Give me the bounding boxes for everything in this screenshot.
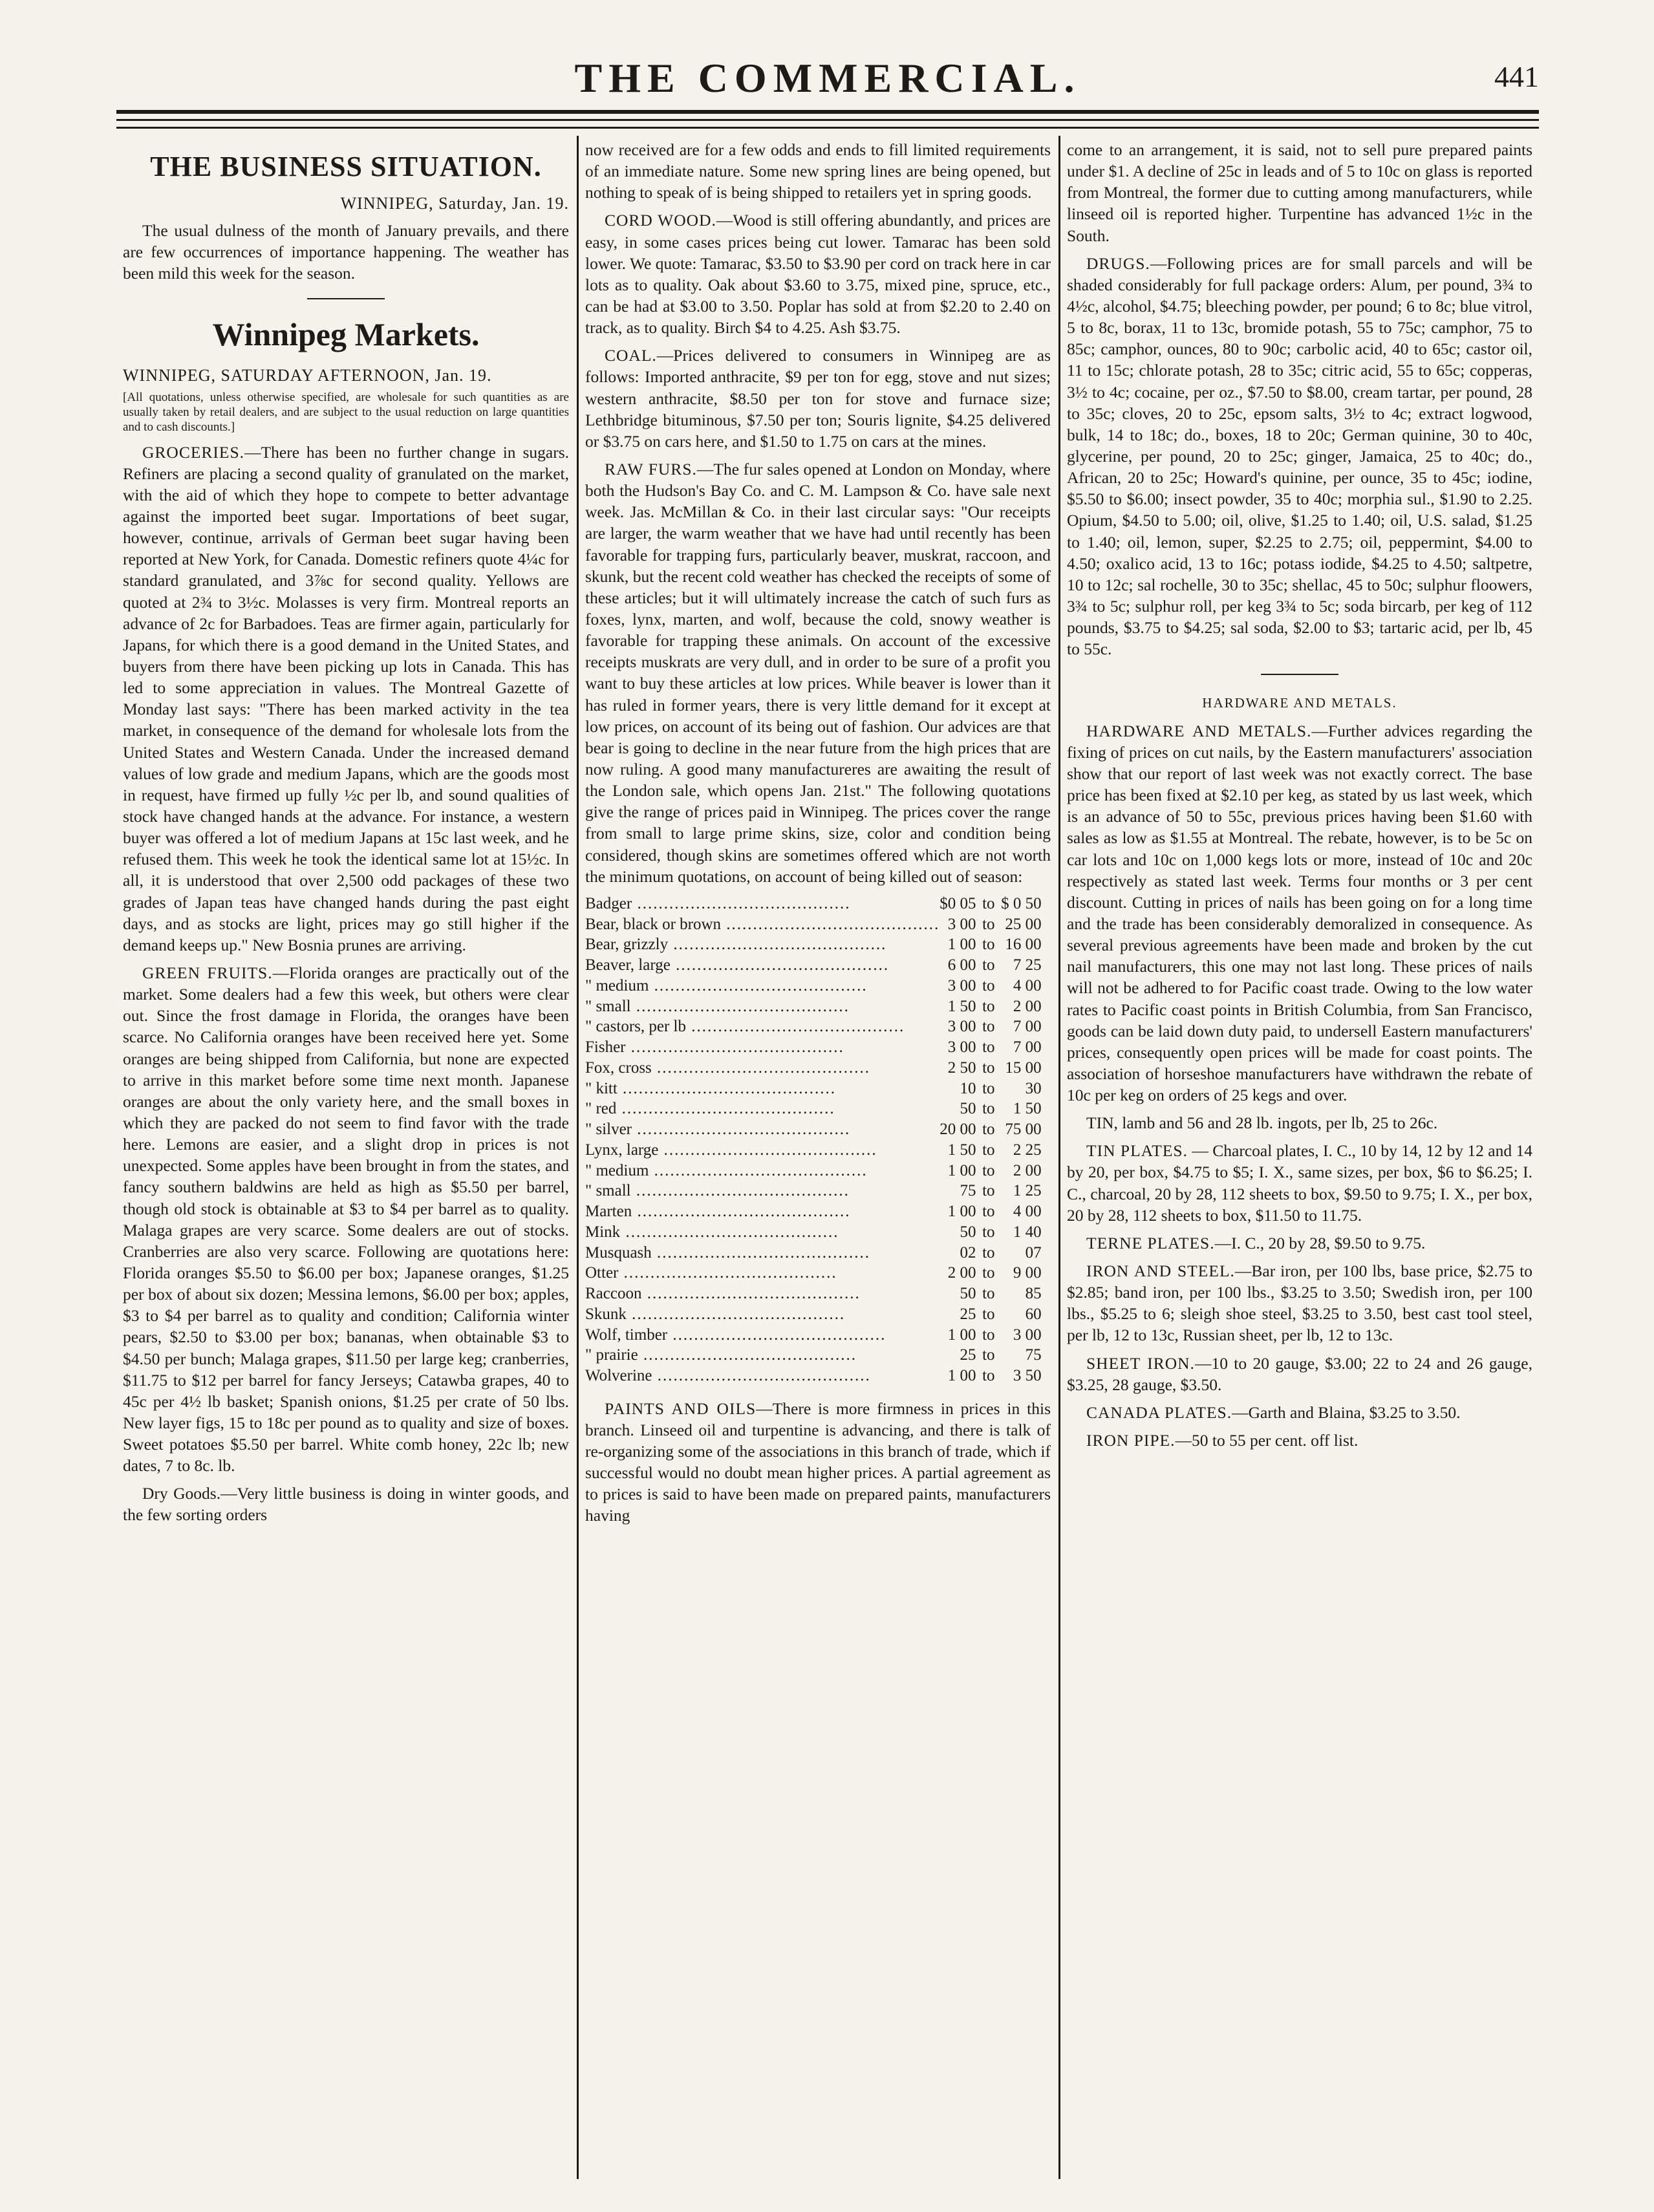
tin-plates-text: — Charcoal plates, I. C., 10 by 14, 12 by 12 and 14 by 20, per box, $4.75 to $5; I. X., same sizes, per box, $6 to $6.25; I. C., charcoal, 20 by 28, 112 sheets to box, $9.50 to 9.75; I. X., per box, 20 by 28, 112 sheets to box, $11.50 to 11.75. [1067,1141,1532,1225]
fur-price-row [585,1037,1042,1058]
fur-price-row [585,1201,1042,1222]
cord-wood-paragraph [585,209,1051,338]
fur-low-price: 02 [960,1243,976,1262]
fur-low-price: 1 00 [947,1326,976,1344]
fur-low-price: 1 00 [947,936,976,954]
fur-low-price: 1 00 [947,1203,976,1221]
dry-goods-lead: Dry Goods. [142,1484,221,1503]
fur-price-row [585,996,1042,1017]
column-divider [1058,136,1060,2179]
iron-steel-text: —Bar iron, per 100 lbs, base price, $2.75 to $2.85; band iron, per 100 lbs., $3.25 to 3.50; Swedish iron, per 100 lbs., $5.25 to 6; sleigh shoe steel, $3.25 to 3.50, best cast tool steel, per lb, 12 to 13c, Russian sheet, per lb, 12 to 13c. [1067,1262,1532,1345]
fur-name: Musquash ........................................ [585,1243,871,1262]
fur-low-price: 10 [960,1079,976,1097]
fur-to: to [982,1264,995,1282]
business-dateline: WINNIPEG, Saturday, Jan. 19. [340,194,569,213]
fur-price-row [585,934,1042,955]
raw-furs-text: —The fur sales opened at London on Monday, where both the Hudson's Bay Co. and C. M. Lampson & Co. have sale next week. Jas. McMillan & Co. in their last circular says: "Our receipts are larger, the warm weather that we have had until recently has been favorable for trapping furs, particularly beaver, muskrat, raccoon, and skunk, but the recent cold weather has checked the receipts of some of these articles; but it will ultimately increase the catch of such furs as foxes, lynx, marten, and wolf, because the cold, snowy weather is favorable for trapping these animals. On account of the excessive receipts muskrats are very dull, and in order to be sure of a profit you want to buy these articles at low prices. While beaver is lower than it has ruled in former years, there is very little demand for it except at low prices, on account of its being out of fashion. Our advices are that bear is going to decline in the near future from the high prices that are now ruling. A good many manufactureres are awaiting the result of the London sale, which opens Jan. 21st." The following quotations give the range of prices paid in Winnipeg. The prices cover the range from small to large prime skins, size, color and condition being considered, though skins are sometimes offered which are not worth the minimum quotations, on account of being killed out of season: [585,459,1051,886]
fur-high-price: 4 00 [1013,976,1042,994]
terne-plates-paragraph [1067,1232,1532,1254]
iron-steel-lead: IRON AND STEEL. [1086,1262,1235,1281]
fur-high-price: 2 25 [1013,1141,1042,1159]
leader-dots: ........................................ [686,1018,905,1036]
tin-plates-paragraph [1067,1140,1532,1226]
fur-low-price: 50 [960,1223,976,1241]
fur-low-price: 2 00 [947,1264,976,1282]
coal-text: —Prices delivered to consumers in Winnipeg are as follows: Imported anthracite, $9 per ton for egg, stove and nut sizes; western anthracite, $8.50 per ton for stove and furnace size; Lethbridge bituminous, $7.50 per ton; Souris lignite, $4.25 delivered or $3.75 on cars here, and $1.50 to 1.75 on cars at the mines. [585,346,1051,451]
fur-name: Skunk ........................................ [585,1305,846,1323]
fur-name: " medium ........................................ [585,976,868,994]
leader-dots: ........................................ [641,1285,861,1303]
fur-name: Mink ........................................ [585,1223,839,1241]
fur-price-row [585,1099,1042,1119]
fur-to: to [982,1203,995,1221]
fur-to: to [982,1182,995,1200]
fur-price-row [585,1058,1042,1079]
fur-to: to [982,915,995,933]
leader-dots: ........................................ [625,1038,844,1057]
sheet-iron-text: —10 to 20 gauge, $3.00; 22 to 24 and 26 gauge, $3.25, 28 gauge, $3.50. [1067,1353,1532,1394]
fur-to: to [982,936,995,954]
paints-continued: come to an arrangement, it is said, not to sell pure prepared paints under $1. A decline of 25c in leads and of 5 to 10c on glass is reported from Montreal, the former due to cutting among manufacturers, while linseed oil is reported higher. Turpentine has advanced 1½c in the South. [1067,140,1532,245]
fur-to: to [982,1058,995,1077]
fur-high-price: 7 25 [1013,956,1042,974]
fur-name: Bear, grizzly ........................................ [585,936,887,954]
terne-plates-text: —I. C., 20 by 28, $9.50 to 9.75. [1214,1233,1426,1252]
fur-low-price: 2 50 [947,1058,976,1077]
separator [1261,674,1338,675]
fur-high-price: 75 00 [1005,1121,1042,1139]
fur-to: to [982,1223,995,1241]
fur-price-row [585,1325,1042,1346]
leader-dots: ........................................ [651,1243,871,1262]
fur-low-price: 3 00 [947,976,976,994]
fur-name: Fisher ........................................ [585,1038,844,1057]
leader-dots: ........................................ [618,1264,837,1282]
groceries-lead: GROCERIES. [142,442,245,462]
fur-low-price: 6 00 [947,956,976,974]
fur-name: " red ........................................ [585,1100,835,1118]
leader-dots: ........................................ [632,1203,851,1221]
fur-name: Bear, black or brown ........................................ [585,915,940,933]
leader-dots: ........................................ [649,1161,868,1179]
fur-low-price: 1 00 [947,1367,976,1385]
fur-high-price: 2 00 [1013,997,1042,1015]
business-paragraph: The usual dulness of the month of January prevails, and there are few occurrences of importance happening. The weather has been mild this week for the season. [123,220,569,283]
fur-price-row [585,1243,1042,1263]
fur-high-price: 30 [1025,1079,1042,1097]
fur-low-price: $0 05 [940,894,976,912]
cord-wood-text: —Wood is still offering abundantly, and prices are easy, in some cases prices being cut lower. Tamarac has been sold lower. We quote: Tamarac, $3.50 to $3.90 per cord on track here in car lots as to quality. Oak about $3.60 to 3.75, mixed pine, spruce, etc., can be had at $3.00 to 3.50. Poplar has sold at from $2.20 to 2.40 on track, as to quality. Birch $4 to 4.25. Ash $3.75. [585,211,1051,338]
green-fruits-text: —Florida oranges are practically out of the market. Some dealers had a few this week, but others were clear out. Since the frost damage in Florida, the oranges have been scarce. No California oranges have been received here yet. Some oranges are being shipped from California, but none are expected to arrive in this market before some time next month. Japanese oranges are about the only variety here, and the small boxes in which they are packed do not seem to find favor with the trade here. Lemons are easier, and a slight drop in prices is not unexpected. Some apples have been brought in from the states, and fancy southern baldwins are held as high as $5.50 per barrel, though old stock is obtainable at $3 to $4 per barrel as to quality. Malaga grapes are very scarce. Some dealers are out of stocks. Cranberries are also very scarce. Following are quotations here: Florida oranges $5.50 to $6.00 per box; Japanese oranges, $1.25 per box of about six dozen; Messina lemons, $6.00 per box; apples, $3 to $4 per barrel as to quality and condition; California winter pears, $2.50 to $3.00 per box; bananas, when obtainable $3 to $4.50 per bunch; Malaga grapes, $11.50 per large keg; cranberries, $11.75 to $12 per barrel for fancy Jerseys; Catawba grapes, 40 to 45c per 4½ lb basket; Spanish onions, $1.25 per crate of 50 lbs. New layer figs, 15 to 18c per pound as to quality and size of boxes. Sweet potatoes $5.50 per barrel. White comb honey, 22c lb; new dates, 7 to 8c. lb. [123,963,569,1476]
leader-dots: ........................................ [667,1326,886,1344]
fur-name: Beaver, large ........................................ [585,956,890,974]
fur-high-price: 2 00 [1013,1161,1042,1179]
fur-low-price: 25 [960,1346,976,1364]
business-heading: THE BUSINESS SITUATION. [150,151,542,182]
leader-dots: ........................................ [668,936,887,954]
fur-to: to [982,956,995,974]
leader-dots: ........................................ [670,956,890,974]
canada-plates-paragraph [1067,1402,1532,1423]
fur-high-price: 85 [1025,1285,1042,1303]
fur-to: to [982,1243,995,1262]
leader-dots: ........................................ [632,1121,851,1139]
fur-name: " medium ........................................ [585,1161,868,1179]
fur-price-row [585,1222,1042,1243]
separator [307,298,385,299]
fur-to: to [982,1326,995,1344]
leader-dots: ........................................ [617,1079,837,1097]
fur-low-price: 50 [960,1100,976,1118]
fur-price-row [585,1181,1042,1201]
fur-name: " prairie ........................................ [585,1346,857,1364]
fur-price-row [585,1263,1042,1283]
dry-goods-paragraph [123,1483,569,1525]
leader-dots: ........................................ [649,976,868,994]
header-rule-thin [116,119,1539,121]
fur-high-price: 7 00 [1013,1038,1042,1057]
fur-low-price: 3 00 [947,915,976,933]
fur-price-row [585,1140,1042,1161]
fur-low-price: 1 50 [947,997,976,1015]
fur-high-price: 4 00 [1013,1203,1042,1221]
fur-name: Wolverine ........................................ [585,1367,871,1385]
leader-dots: ........................................ [630,1182,850,1200]
fur-name: Otter ........................................ [585,1264,837,1282]
fur-to: to [982,1285,995,1303]
column-1 [123,139,569,2176]
tin-paragraph: TIN, lamb and 56 and 28 lb. ingots, per lb, 25 to 26c. [1086,1113,1438,1133]
coal-paragraph [585,345,1051,452]
hardware-paragraph [1067,720,1532,1106]
sheet-iron-paragraph [1067,1353,1532,1395]
fur-price-row [585,1304,1042,1325]
fur-price-row [585,894,1042,914]
fur-high-price: $ 0 50 [1001,894,1042,912]
fur-high-price: 25 00 [1005,915,1042,933]
fur-to: to [982,1305,995,1323]
fur-low-price: 25 [960,1305,976,1323]
hardware-heading: HARDWARE AND METALS. [1202,695,1397,711]
fur-name: " small ........................................ [585,1182,850,1200]
fur-low-price: 75 [960,1182,976,1200]
fur-high-price: 1 50 [1013,1100,1042,1118]
drugs-paragraph [1067,253,1532,660]
fur-high-price: 60 [1025,1305,1042,1323]
fur-to: to [982,976,995,994]
fur-high-price: 16 00 [1005,936,1042,954]
fur-high-price: 3 50 [1013,1367,1042,1385]
fur-price-row [585,976,1042,996]
fur-price-row [585,1016,1042,1037]
fur-to: to [982,1079,995,1097]
leader-dots: ........................................ [626,1305,846,1323]
markets-dateline: WINNIPEG, SATURDAY AFTERNOON, Jan. 19. [123,366,492,385]
fur-low-price: 3 00 [947,1018,976,1036]
fur-name: " silver ........................................ [585,1121,851,1139]
fur-high-price: 15 00 [1005,1058,1042,1077]
fur-name: Badger ........................................ [585,894,851,912]
paints-text: —There is more firmness in prices in this branch. Linseed oil and turpentine is advancing, and there is talk of re-organizing some of the associations in this branch of trade, which if successful would no doubt mean higher prices. A partial agreement as to prices is said to have been made on prepared paints, manufacturers having [585,1399,1051,1525]
leader-dots: ........................................ [616,1100,835,1118]
paints-paragraph [585,1398,1051,1527]
green-fruits-lead: GREEN FRUITS. [142,963,273,982]
iron-pipe-text: —50 to 55 per cent. off list. [1175,1431,1359,1450]
fur-to: to [982,1100,995,1118]
leader-dots: ........................................ [658,1141,877,1159]
fur-high-price: 7 00 [1013,1018,1042,1036]
tin-plates-lead: TIN PLATES. [1086,1141,1188,1161]
canada-plates-text: —Garth and Blaina, $3.25 to 3.50. [1232,1402,1461,1422]
column-3 [1067,139,1532,2176]
sheet-iron-lead: SHEET IRON. [1086,1353,1195,1373]
markets-heading: Winnipeg Markets. [212,316,480,353]
fur-price-row [585,1079,1042,1099]
column-2 [585,139,1051,2176]
fur-high-price: 9 00 [1013,1264,1042,1282]
drugs-lead: DRUGS. [1086,253,1150,273]
fur-name: Lynx, large ........................................ [585,1141,877,1159]
fur-low-price: 1 00 [947,1161,976,1179]
fur-name: " small ........................................ [585,997,850,1015]
drugs-text: —Following prices are for small parcels and will be shaded considerably for full package orders: Alum, per pound, 3¾ to 4½c, alcohol, $4.75; bleeching powder, per pound; 6 to 8c; blue vitrol, 5 to 8c, borax, 11 to 13c, bromide potash, 55 to 75c; camphor, 75 to 85c; camphor, ounces, 80 to 90c; carbolic acid, 40 to 65c; castor oil, 11 to 15c; chlorate potash, 28 to 35c; citric acid, 55 to 65c; copperas, 3½ to 4c; cocaine, per oz., $7.50 to $8.00, cream tartar, per pound, 28 to 35c; cloves, 20 to 25c, epsom salts, 3½ to 4c; extract logwood, bulk, 14 to 18c; do., boxes, 18 to 20c; German quinine, 30 to 40c, glycerine, per pound, 20 to 25c; ginger, Jamaica, 25 to 40c; do., African, 20 to 25c; Howard's quinine, per ounce, 35 to 45c; iodine, $5.50 to $6.00; insect powder, 35 to 40c; morphia sul., $1.90 to 2.25. Opium, $4.50 to 5.00; oil, olive, $1.25 to 1.40; oil, U.S. salad, $1.25 to 1.40; oil, lemon, super, $2.25 to 2.75; oil, peppermint, $4.00 to 4.50; oxalico acid, 13 to 16c; potass iodide, $4.25 to 4.50; saltpetre, 10 to 12c; sal rochelle, 30 to 35c; shellac, 45 to 50c; sulphur floowers, 3¾ to 5c; sulphur roll, per keg 3¾ to 5c; soda bircarb, per keg of 112 pounds, $3.75 to $4.25; sal soda, $2.00 to $3; tartaric acid, per lb, 45 to 55c. [1067,253,1532,659]
header-rule-thin-2 [116,127,1539,129]
fur-to: to [982,1121,995,1139]
fur-to: to [982,894,995,912]
fur-name: Raccoon ........................................ [585,1285,861,1303]
hardware-text: —Further advices regarding the fixing of prices on cut nails, by the Eastern manufacturers' association show that our report of last week was not exactly correct. The base price has been fixed at $2.10 per keg, as stated by us last week, which is an advance of 50 to 55c, previous prices having been $1.60 with sales as low as $1.55 at Montreal. The rebate, however, is to be 5c on car lots and 10c on 1,000 kegs lots or more, instead of 10c and 20c respectively as stated last week. Terms four months or 3 per cent discount. Cutting in prices of nails has been going on for a long time and the trade has been considerably demoralized in consequence. As several previous agreements have been made and broken by the cut nail manufacturers, this one may not last long. These prices of nails will not be adhered to for Pacific coast trade. Owing to the low water rates to Pacific coast points in British Columbia, from San Francisco, goods can be laid down duty paid, to undersell Eastern manufacturers' prices, consequently open prices will be made for coast points. The association of horseshoe manufacturers have withdrawn the rebate of 10c per keg on orders of 25 kegs and over. [1067,721,1532,1105]
fur-to: to [982,1346,995,1364]
groceries-text: —There has been no further change in sugars. Refiners are placing a second quality of granulated on the market, with the aid of which they hope to compete to better advantage against the imported beet sugar. Importations of beet sugar, however, continue, arrivals of German beet sugar having been reported at New York, for Canada. Domestic refiners quote 4¼c for standard granulated, and 3⅞c for second quality. Yellows are quoted at 2¾ to 3½c. Molasses is very firm. Montreal reports an advance of 2c for Barbadoes. Teas are firmer again, particularly for Japans, for which there is a good demand in the United States, and buyers from there have been picking up lots in Canada. This has led to some appreciation in values. The Montreal Gazette of Monday last says: "There has been marked activity in the tea market, in consequence of the demand for wholesale lots from the United States and Western Canada. Under the increased demand values of low grade and medium Japans, which are the goods most in request, have firmed up fully ½c per lb, and sound qualities of stock have changed hands at the advance. For instance, a western buyer was offered a lot of medium Japans at 15c last week, and he refused them. This week he took the identical same lot at 15½c. In all, it is understood that over 2,500 odd packages of these two grades of Japan teas have changed hands during the past eight days, and as stocks are light, prices may go still higher if the demand keeps up." New Bosnia prunes are arriving. [123,442,569,954]
fur-to: to [982,997,995,1015]
fur-price-row [585,1161,1042,1181]
terne-plates-lead: TERNE PLATES. [1086,1233,1215,1252]
hardware-lead: HARDWARE AND METALS. [1086,721,1312,740]
fur-name: " castors, per lb ........................................ [585,1018,905,1036]
fur-name: Wolf, timber ........................................ [585,1326,886,1344]
leader-dots: ........................................ [651,1058,871,1077]
coal-lead: COAL. [605,346,657,365]
fur-low-price: 20 00 [940,1121,976,1139]
page-number: 441 [1494,60,1539,93]
fur-to: to [982,1161,995,1179]
cord-wood-lead: CORD WOOD. [605,211,716,230]
fur-price-row [585,1366,1042,1386]
leader-dots: ........................................ [721,915,940,933]
fur-price-table [585,894,1042,1386]
header-rule-thick [116,110,1539,114]
fur-name: Fox, cross ........................................ [585,1058,871,1077]
leader-dots: ........................................ [652,1367,871,1385]
fur-low-price: 50 [960,1285,976,1303]
fur-low-price: 1 50 [947,1141,976,1159]
raw-furs-paragraph [585,458,1051,887]
iron-steel-paragraph [1067,1260,1532,1346]
fur-name: " kitt ........................................ [585,1079,837,1097]
fur-to: to [982,1367,995,1385]
fur-high-price: 75 [1025,1346,1042,1364]
raw-furs-lead: RAW FURS. [605,459,697,478]
groceries-paragraph [123,442,569,956]
green-fruits-paragraph [123,962,569,1476]
fur-low-price: 3 00 [947,1038,976,1057]
fur-price-row [585,914,1042,935]
newspaper-title: THE COMMERCIAL. [574,55,1081,101]
fur-name: Marten ........................................ [585,1203,851,1221]
canada-plates-lead: CANADA PLATES. [1086,1402,1232,1422]
fur-to: to [982,1141,995,1159]
dry-goods-text: —Very little business is doing in winter goods, and the few sorting orders [123,1484,569,1525]
column-divider [577,136,579,2179]
fur-high-price: 1 25 [1013,1182,1042,1200]
fur-high-price: 3 00 [1013,1326,1042,1344]
fur-high-price: 1 40 [1013,1223,1042,1241]
iron-pipe-paragraph [1067,1430,1532,1451]
fur-price-row [585,1345,1042,1366]
fur-price-row [585,955,1042,976]
leader-dots: ........................................ [632,894,851,912]
iron-pipe-lead: IRON PIPE. [1086,1431,1176,1450]
masthead [116,45,1539,136]
fur-to: to [982,1038,995,1057]
leader-dots: ........................................ [630,997,850,1015]
quotations-note: [All quotations, unless otherwise specified, are wholesale for such quantities as are usually taken by retail dealers, and are subject to the usual reduction on large quantities and to cash discounts.] [123,391,569,434]
fur-price-row [585,1283,1042,1304]
fur-price-row [585,1119,1042,1140]
fur-high-price: 07 [1025,1243,1042,1262]
paints-lead: PAINTS AND OILS [605,1399,757,1418]
fur-to: to [982,1018,995,1036]
dry-goods-continued: now received are for a few odds and ends to fill limited requirements of an immediate nature. Some new spring lines are being opened, but nothing to speak of is being shipped to retailers yet in spring goods. [585,140,1051,202]
leader-dots: ........................................ [620,1223,839,1241]
leader-dots: ........................................ [638,1346,857,1364]
